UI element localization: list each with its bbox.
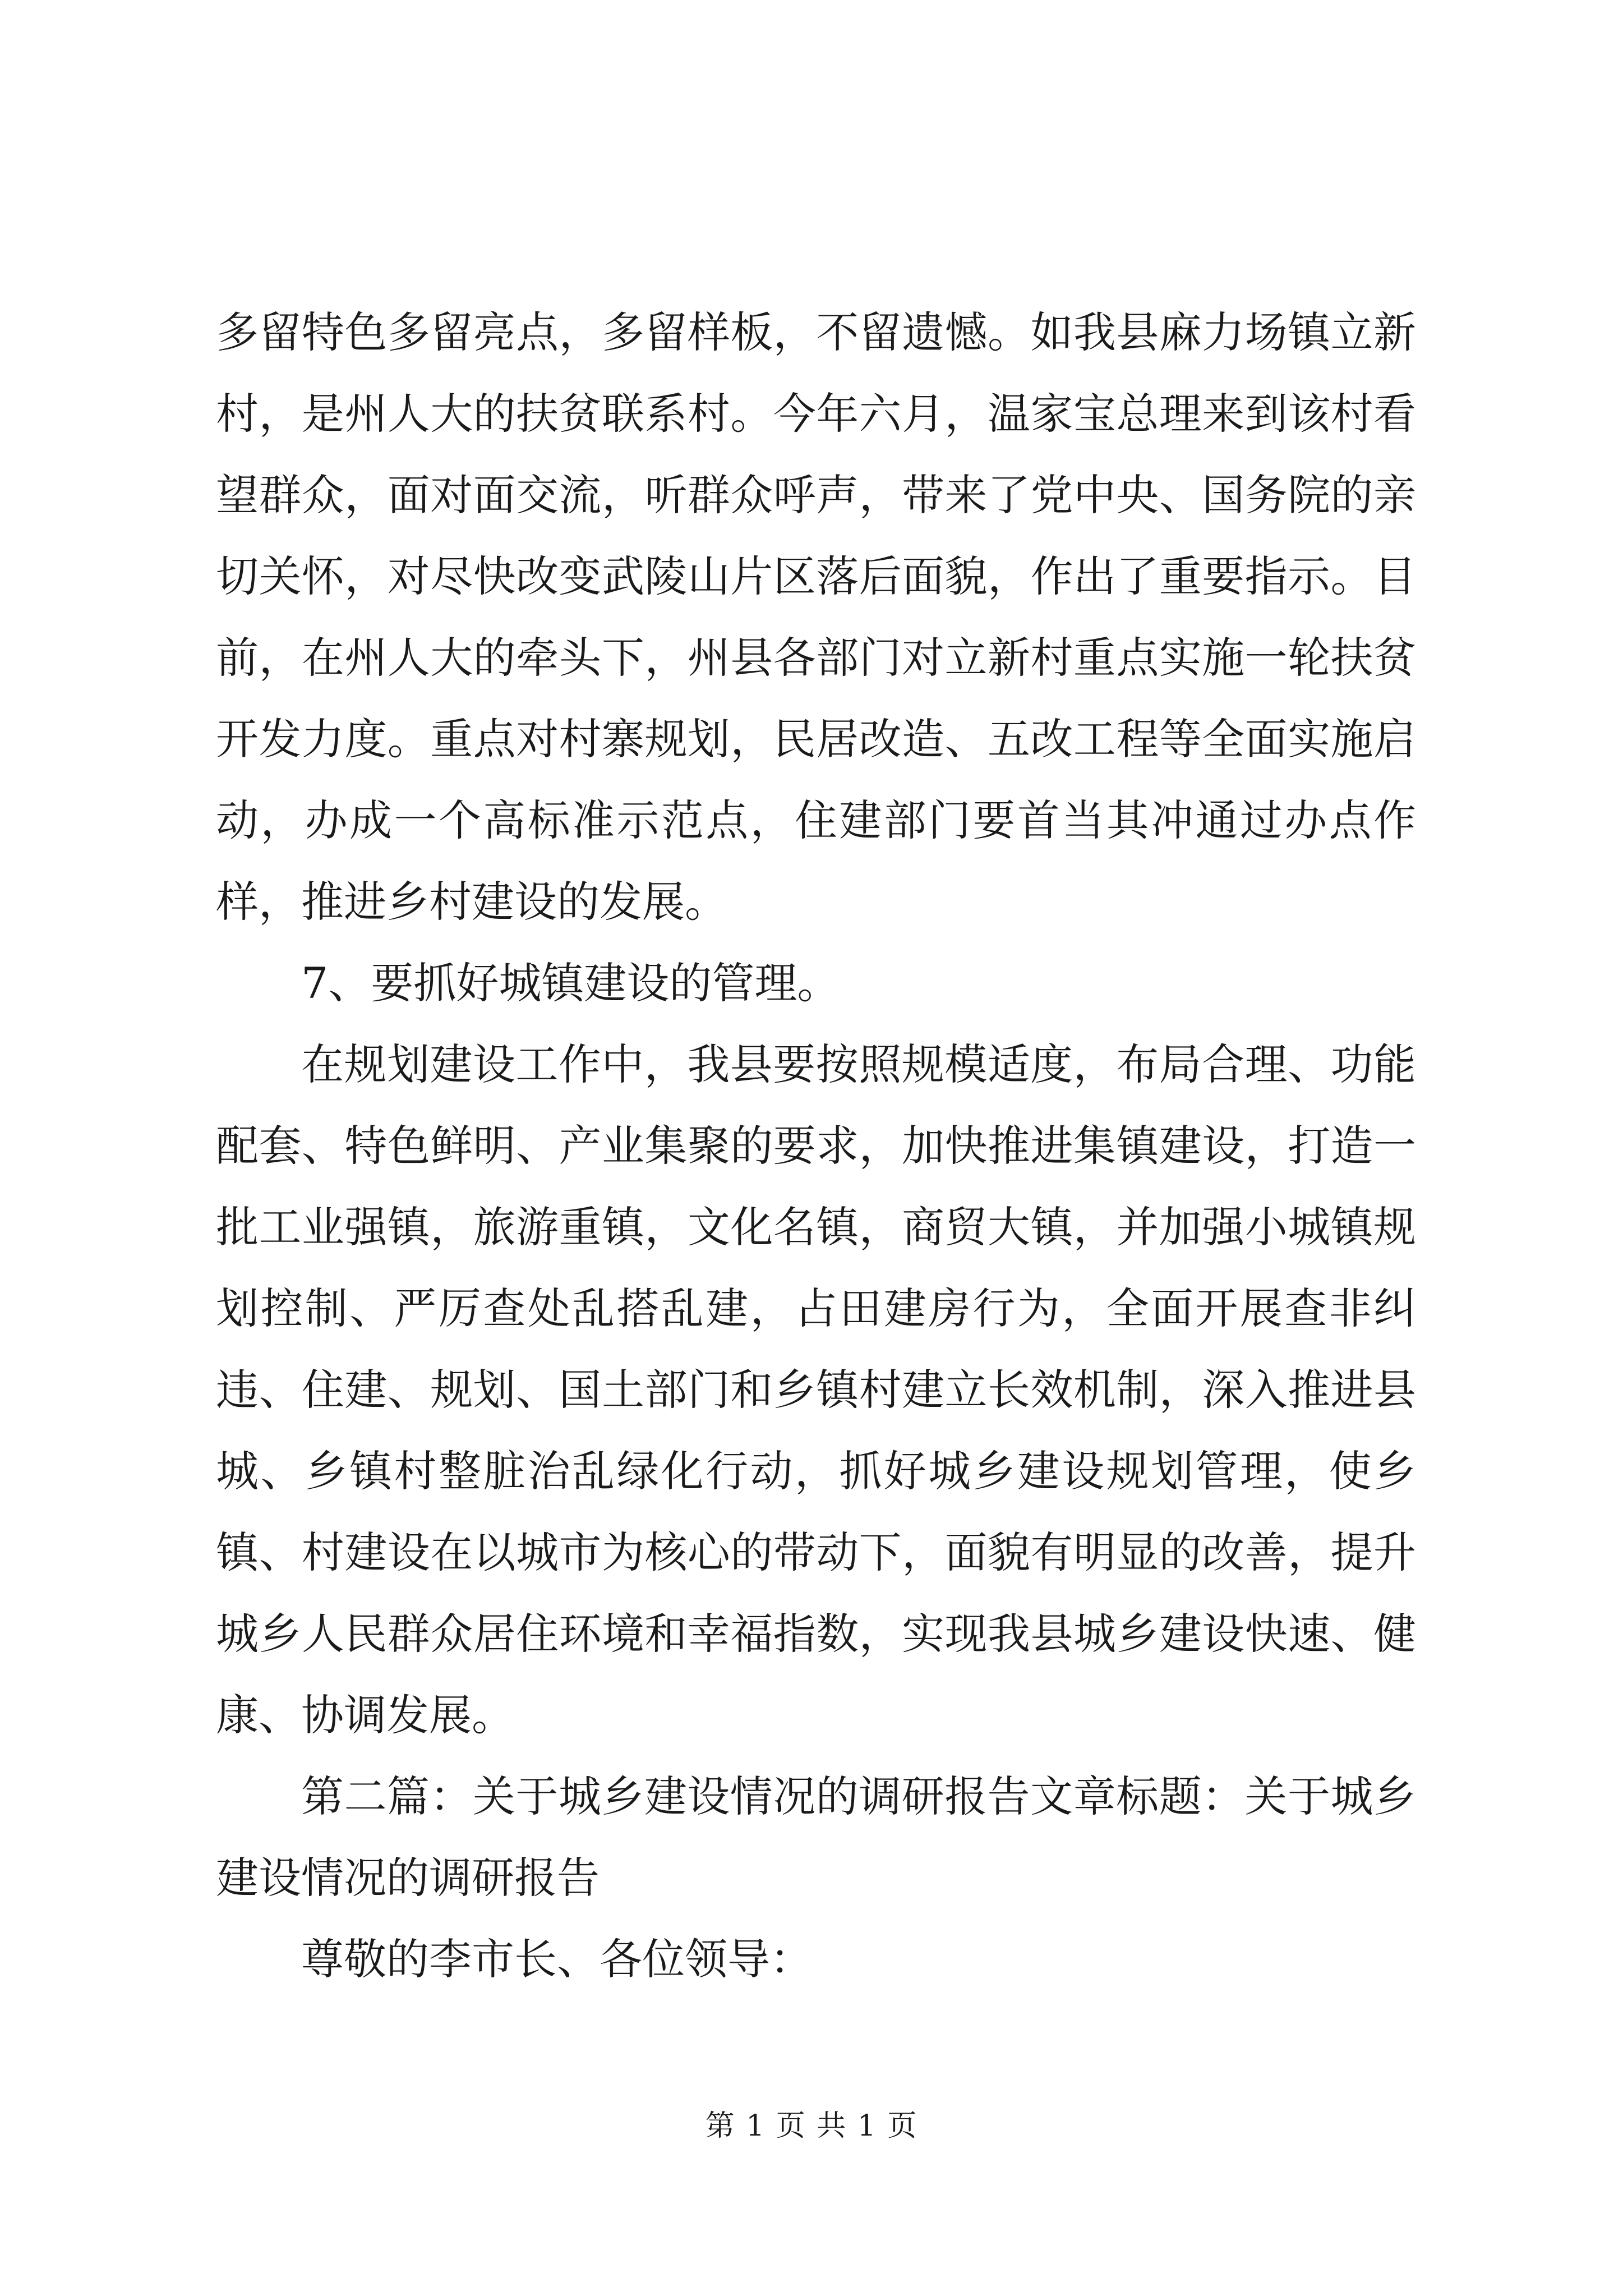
paragraph-2-heading: 7、要抓好城镇建设的管理。 [301, 958, 840, 1008]
page-footer: 第 1 页 共 1 页 [705, 2109, 918, 2143]
document-body [216, 292, 1416, 2000]
paragraph-4-title: 第二篇：关于城乡建设情况的调研报告文章标题：关于城乡建设情况的调研报告 [216, 1772, 1416, 1903]
paragraph-5-salutation: 尊敬的李市长、各位领导： [301, 1934, 813, 1984]
paragraph-1: 多留特色多留亮点，多留样板，不留遗憾。如我县麻力场镇立新村，是州人大的扶贫联系村。今年六月，温家宝总理来到该村看望群众，面对面交流，听群众呼声，带来了党中央、国务院的亲切关怀，对尽快改变武陵山片区落后面貌，作出了重要指示。目前，在州人大的牵头下，州县各部门对立新村重点实施一轮扶贫开发力度。重点对村寨规划，民居改造、五改工程等全面实施启动，办成一个高标准示范点，住建部门要首当其冲通过办点作样，推进乡村建设的发展。 [216, 307, 1416, 927]
paragraph-3: 在规划建设工作中，我县要按照规模适度，布局合理、功能配套、特色鲜明、产业集聚的要求，加快推进集镇建设，打造一批工业强镇，旅游重镇，文化名镇，商贸大镇，并加强小城镇规划控制、严厉查处乱搭乱建，占田建房行为，全面开展查非纠违、住建、规划、国土部门和乡镇村建立长效机制，深入推进县城、乡镇村整脏治乱绿化行动，抓好城乡建设规划管理，使乡镇、村建设在以城市为核心的带动下，面貌有明显的改善，提升城乡人民群众居住环境和幸福指数，实现我县城乡建设快速、健康、协调发展。 [216, 1039, 1416, 1740]
